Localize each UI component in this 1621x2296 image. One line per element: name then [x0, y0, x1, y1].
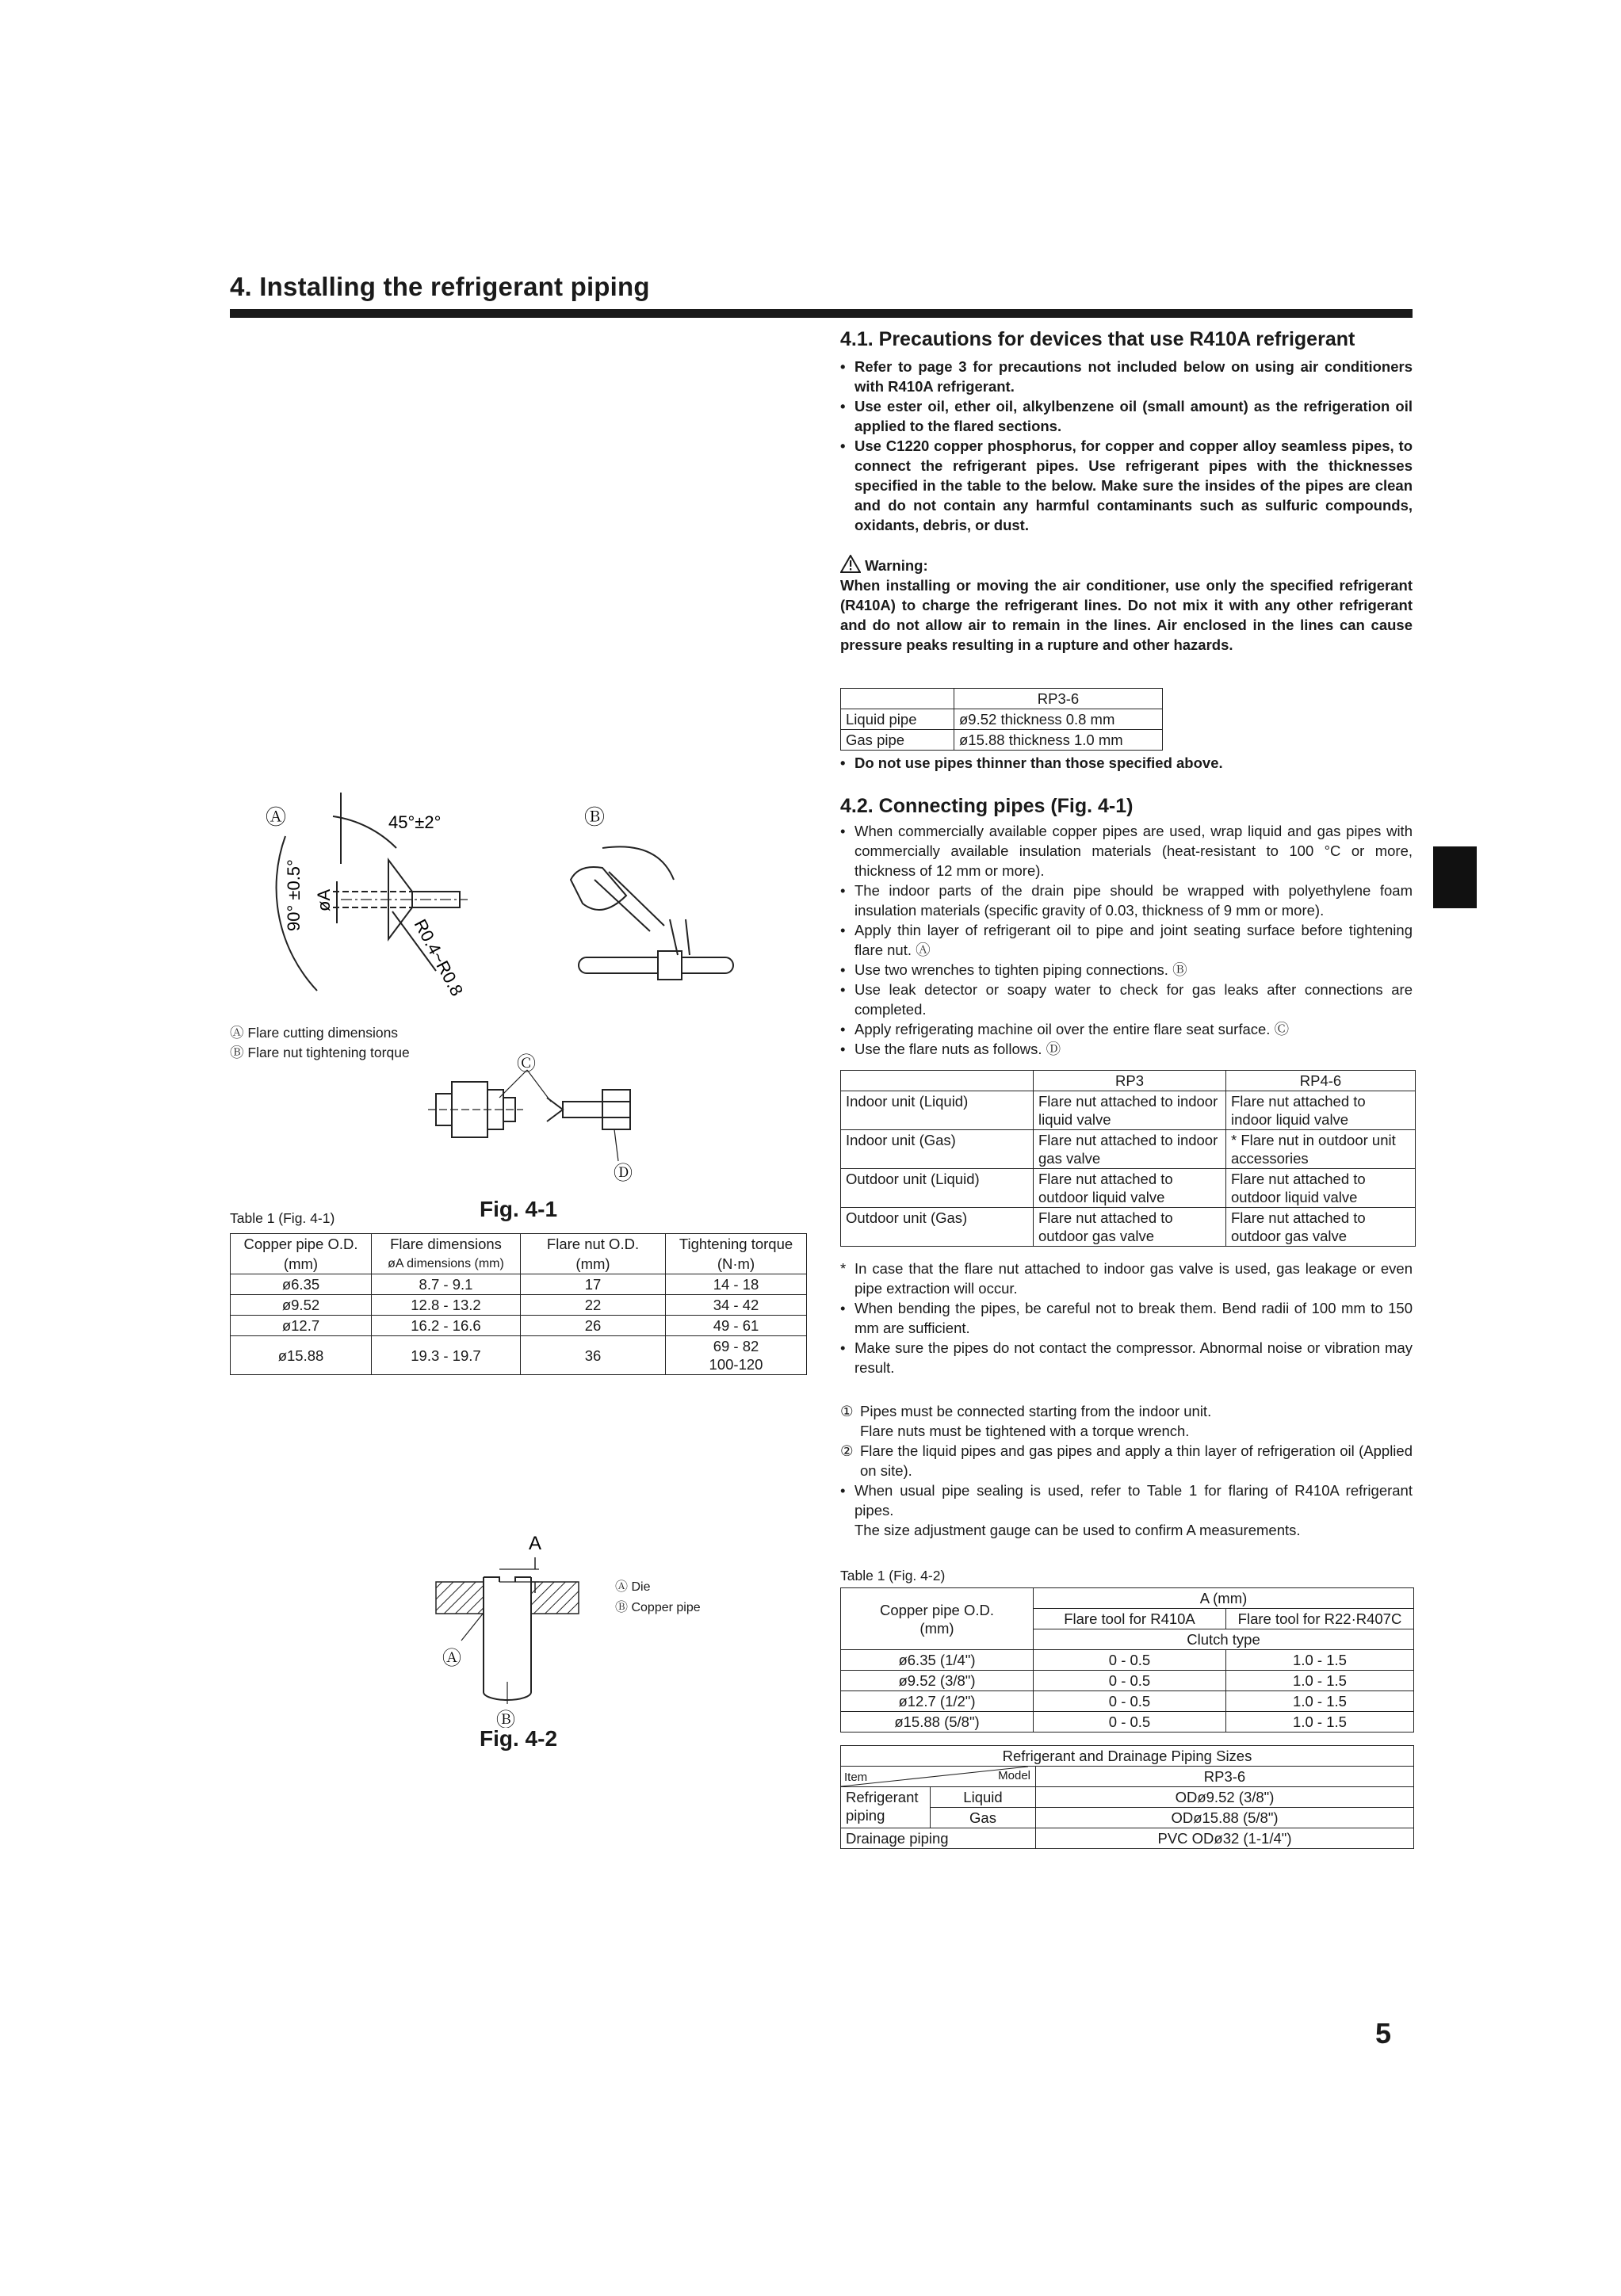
section-tab-marker	[1433, 846, 1477, 908]
connecting-notes: * In case that the flare nut attached to indoor gas valve is used, gas leakage or even pipe extraction will occur. • When bending the pipes, be careful not to break them. Bend radii of 100 mm to 150 mm are sufficient. • Make sure the pipes do not contact the compressor. Abnormal noise or vibration may result.	[840, 1259, 1413, 1377]
fig41-mark-a: Ⓐ	[265, 805, 287, 829]
title-rule	[230, 309, 1413, 318]
connecting-bullets: • When commercially available copper pipes are used, wrap liquid and gas pipes with commercially available insulation materials (heat-resistant to 100 °C or more, thickness of 12 mm or more). • The indoor parts of the drain pipe should be wrapped with polyethylene foam insulation materials (specific gravity of 0.03, thickness of 9 mm or more). • Apply thin layer of refrigerant oil to pipe and joint seating surface before tightening flare nut. Ⓐ • Use two wrenches to tighten piping connections. Ⓑ • Use leak detector or soapy water to check for gas leaks after connections are completed. • Apply refrigerating machine oil over the entire flare seat surface. Ⓒ • Use the flare nuts as follows. Ⓓ	[840, 821, 1413, 1059]
warning-title: Warning:	[865, 557, 928, 574]
fig42-drawing	[420, 1514, 594, 1728]
fig42-mark-b: Ⓑ	[496, 1710, 515, 1728]
flare-tool-table: Copper pipe O.D. (mm) A (mm) Flare tool for R410A Flare tool for R22·R407C Clutch type ø6.35 (1/4") 0 - 0.5 1.0 - 1.5 ø9.52 (3/8") 0 - 0.5 1.0 - 1.5 ø12.7 (1/2") 0 - 0.5 1.0 - 1.5 ø15.88 (5/8") 0 - 0.5 1.0 - 1.5	[840, 1587, 1414, 1733]
section-title: 4. Installing the refrigerant piping	[230, 272, 650, 301]
warning-icon	[840, 555, 861, 573]
fig41-label: Fig. 4-1	[480, 1197, 558, 1221]
fig41-legend: Ⓐ Flare cutting dimensions Ⓑ Flare nut tightening torque	[230, 1025, 410, 1060]
fig41-right-angle-label: 90° ±0.5°	[284, 859, 304, 931]
precautions-bullets	[840, 357, 1413, 535]
table-fig41-caption: Table 1 (Fig. 4-1)	[230, 1210, 335, 1226]
fig41-angle-label: 45°±2°	[388, 812, 442, 832]
thickness-note: • Do not use pipes thinner than those specified above.	[840, 753, 1413, 773]
warning-text: When installing or moving the air conditioner, use only the specified refrigerant (R410A) to charge the refrigerant lines. Do not mix it with any other refrigerant and do not allow air to remain in the lines. Air enclosed in the lines can cause pressure peaks resulting in a rupture and other hazards.	[840, 577, 1413, 653]
precaution-bullet: • Use C1220 copper phosphorus, for copper and copper alloy seamless pipes, to connect the refrigerant pipes. Use refrigerant pipes with the thicknesses specified in the table to the below. Make sure the insides of the pipes are clean and do not contain any harmful contaminants such as sulfuric compounds, oxidants, debris, or dust.	[840, 436, 1413, 535]
fig42-dim-label: A	[528, 1533, 542, 1554]
warning-block	[840, 555, 1413, 655]
fig41-dia-label: øA	[314, 888, 334, 911]
warning-title-row	[840, 555, 1413, 575]
flare-nut-table: RP3 RP4-6 Indoor unit (Liquid) Flare nut attached to indoor liquid valve Flare nut attached to indoor liquid valve Indoor unit (Gas) Flare nut attached to indoor gas valve * Flare nut in outdoor unit accessories Outdoor unit (Liquid) Flare nut attached to outdoor liquid valve Flare nut attached to outdoor liquid valve Outdoor unit (Gas) Flare nut attached to outdoor gas valve Flare nut attached to outdoor gas valve	[840, 1070, 1416, 1247]
thickness-table: RP3-6 Liquid pipe ø9.52 thickness 0.8 mm Gas pipe ø15.88 thickness 1.0 mm	[840, 688, 1163, 751]
flare-dimensions-table: Copper pipe O.D. Flare dimensions Flare nut O.D. Tightening torque (mm) øA dimensions (mm) (mm) (N·m) ø6.35 8.7 - 9.1 17 14 - 18 ø9.52 12.8 - 13.2 22 34 - 42 ø12.7 16.2 - 16.6 26 49 - 61 ø15.88 19.3 - 19.7 36 69 - 82 100-120	[230, 1233, 807, 1375]
fig41-mark-b: Ⓑ	[583, 805, 606, 829]
piping-sizes-table: Refrigerant and Drainage Piping Sizes Item Model RP3-6 Refrigerant piping Liquid ODø9.52 (3/8") Gas ODø15.88 (5/8") Drainage piping PVC ODø32 (1-1/4")	[840, 1745, 1414, 1849]
fig41-drawing	[230, 793, 801, 1205]
fig41-mark-c: Ⓒ	[517, 1053, 536, 1075]
precaution-bullet: • Use ester oil, ether oil, alkylbenzene oil (small amount) as the refrigeration oil applied to the flared sections.	[840, 396, 1413, 436]
fig42-mark-a: Ⓐ	[442, 1648, 461, 1669]
thickness-header: RP3-6	[954, 689, 1163, 709]
fig42-legend: Ⓐ Die Ⓑ Copper pipe	[615, 1580, 701, 1614]
precaution-bullet: • Refer to page 3 for precautions not included below on using air conditioners with R410A refrigerant.	[840, 357, 1413, 396]
fig41-mark-d: Ⓓ	[614, 1163, 633, 1184]
connecting-heading: 4.2. Connecting pipes (Fig. 4-1)	[840, 795, 1134, 817]
precautions-heading: 4.1. Precautions for devices that use R410A refrigerant	[840, 328, 1355, 350]
fitting-illustration	[428, 1070, 630, 1161]
item-model-diagonal-cell: Item Model	[841, 1767, 1036, 1787]
table-fig42-caption: Table 1 (Fig. 4-2)	[840, 1568, 946, 1584]
fig42-label: Fig. 4-2	[480, 1726, 558, 1751]
wrench-illustration	[571, 846, 733, 980]
fig41-radius-label: R0.4~R0.8	[410, 915, 468, 999]
page-number: 5	[1375, 2017, 1392, 2050]
connecting-steps: ① Pipes must be connected starting from the indoor unit. Flare nuts must be tightened with a torque wrench. ② Flare the liquid pipes and gas pipes and apply a thin layer of refrigeration oil (Applied on site). • When usual pipe sealing is used, refer to Table 1 for flaring of R410A refrigerant pipes. The size adjustment gauge can be used to confirm A measurements.	[840, 1401, 1413, 1540]
